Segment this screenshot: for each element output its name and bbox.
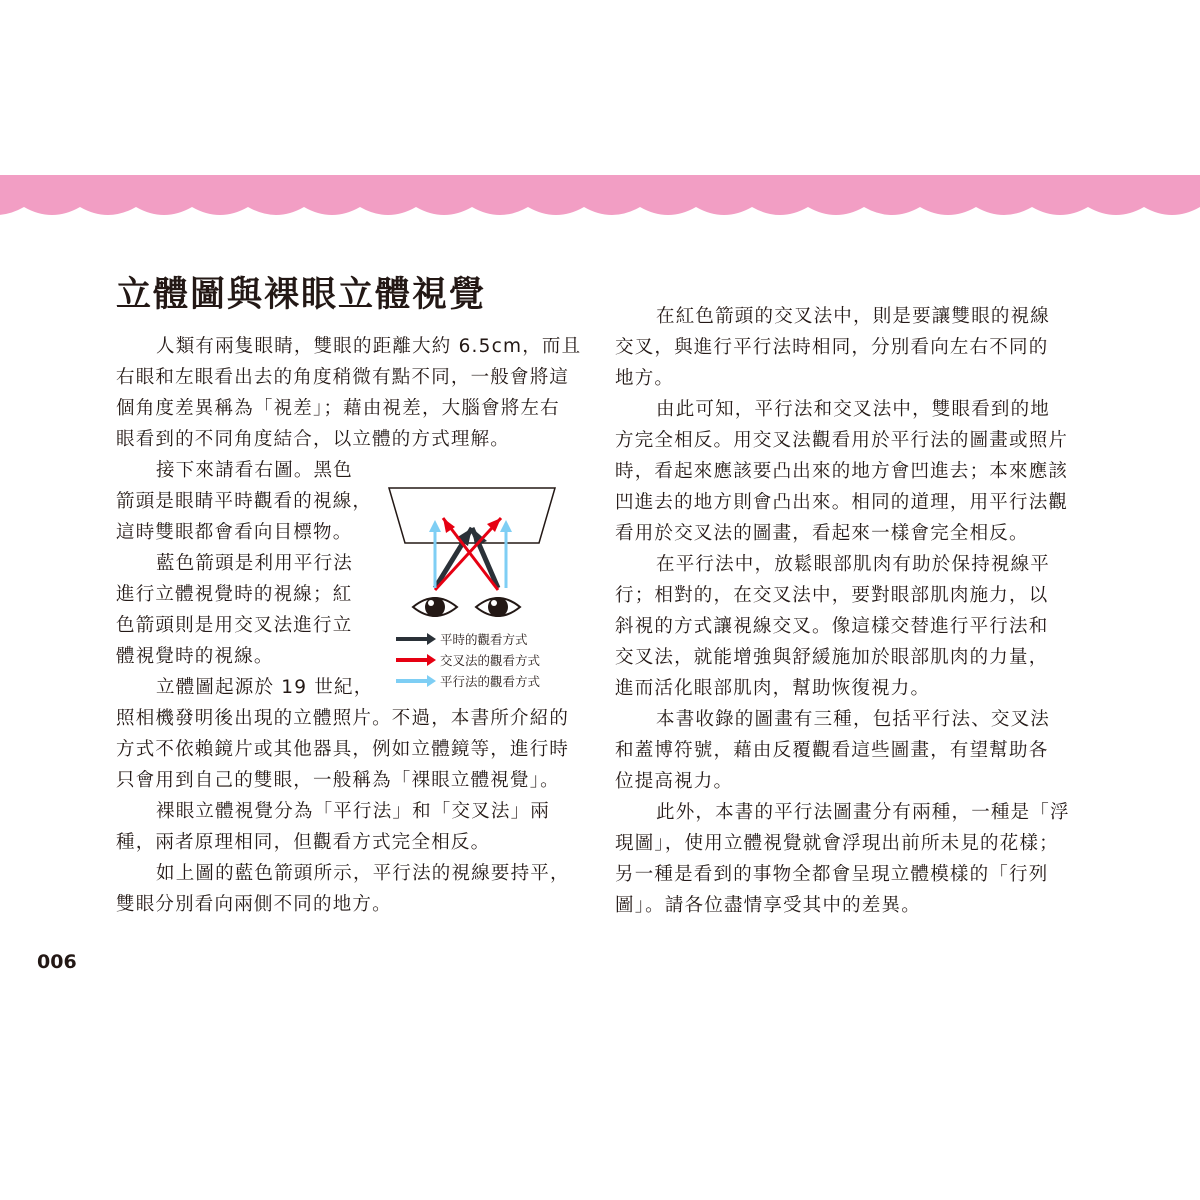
- right-line: 本書收錄的圖畫有三種，包括平行法、交叉法: [656, 709, 1051, 730]
- right-line: 現圖」，使用立體視覺就會浮現出前所未見的花樣；: [615, 833, 1059, 854]
- legend-label-cross: 交叉法的觀看方式: [440, 653, 541, 668]
- right-line: 行；相對的，在交叉法中，要對眼部肌肉施力，以: [615, 585, 1049, 606]
- target-screen: [389, 488, 555, 543]
- left-line: 體視覺時的視線。: [116, 646, 274, 667]
- left-line: 照相機發明後出現的立體照片。不過，本書所介紹的: [116, 708, 570, 729]
- viewing-method-diagram: [388, 480, 568, 695]
- right-line: 斜視的方式讓視線交叉。像這樣交替進行平行法和: [615, 616, 1049, 637]
- legend-red-arrow-icon: [396, 654, 436, 666]
- right-line: 看用於交叉法的圖畫，看起來一樣會完全相反。: [615, 523, 1029, 544]
- left-line: 如上圖的藍色箭頭所示，平行法的視線要持平，: [156, 863, 570, 884]
- left-line: 藍色箭頭是利用平行法: [156, 553, 354, 574]
- left-line: 雙眼分別看向兩側不同的地方。: [116, 894, 392, 915]
- right-line: 位提高視力。: [615, 771, 734, 792]
- right-eye-icon: [476, 597, 520, 617]
- legend-blue-arrow-icon: [396, 675, 436, 687]
- pink-wave-band: [0, 175, 1200, 220]
- left-line: 進行立體視覺時的視線；紅: [116, 584, 353, 605]
- legend: [396, 632, 540, 689]
- right-line: 和蓋博符號，藉由反覆觀看這些圖畫，有望幫助各: [615, 740, 1049, 761]
- left-line: 這時雙眼都會看向目標物。: [116, 522, 353, 543]
- left-line: 人類有兩隻眼睛，雙眼的距離大約 6.5cm，而且: [156, 336, 582, 357]
- right-line: 另一種是看到的事物全都會呈現立體模樣的「行列: [615, 864, 1049, 885]
- right-line: 時，看起來應該要凸出來的地方會凹進去；本來應該: [615, 461, 1069, 482]
- left-line: 右眼和左眼看出去的角度稍微有點不同，一般會將這: [116, 367, 570, 388]
- right-line: 圖」。請各位盡情享受其中的差異。: [615, 895, 921, 916]
- left-line: 立體圖起源於 19 世紀，: [156, 677, 374, 698]
- left-eye-icon: [413, 597, 457, 617]
- page-number: 006: [37, 951, 77, 973]
- right-line: 方完全相反。用交叉法觀看用於平行法的圖畫或照片: [615, 430, 1069, 451]
- left-line: 接下來請看右圖。黑色: [156, 460, 354, 481]
- right-line: 交叉，與進行平行法時相同，分別看向左右不同的: [615, 337, 1049, 358]
- legend-label-parallel: 平行法的觀看方式: [440, 674, 541, 689]
- right-line: 進而活化眼部肌肉，幫助恢復視力。: [615, 678, 931, 699]
- left-line: 種，兩者原理相同，但觀看方式完全相反。: [116, 832, 491, 853]
- left-line: 眼看到的不同角度結合，以立體的方式理解。: [116, 429, 511, 450]
- left-line: 箭頭是眼睛平時觀看的視線，: [116, 491, 373, 512]
- right-line: 凹進去的地方則會凸出來。相同的道理，用平行法觀: [615, 492, 1069, 513]
- right-line: 此外，本書的平行法圖畫分有兩種，一種是「浮: [656, 802, 1070, 823]
- right-line: 地方。: [615, 368, 675, 389]
- left-line: 個角度差異稱為「視差」；藉由視差，大腦會將左右: [116, 398, 560, 419]
- left-line: 方式不依賴鏡片或其他器具，例如立體鏡等，進行時: [116, 739, 570, 760]
- legend-black-arrow-icon: [396, 633, 436, 645]
- right-line: 交叉法，就能增強與舒緩施加於眼部肌肉的力量，: [615, 647, 1049, 668]
- left-line: 裸眼立體視覺分為「平行法」和「交叉法」兩: [156, 801, 551, 822]
- right-line: 由此可知，平行法和交叉法中，雙眼看到的地: [656, 399, 1051, 420]
- left-line: 只會用到自己的雙眼，一般稱為「裸眼立體視覺」。: [116, 770, 560, 791]
- right-line: 在紅色箭頭的交叉法中，則是要讓雙眼的視線: [656, 306, 1051, 327]
- right-line: 在平行法中，放鬆眼部肌肉有助於保持視線平: [656, 554, 1051, 575]
- left-line: 色箭頭則是用交叉法進行立: [116, 615, 353, 636]
- legend-label-normal: 平時的觀看方式: [440, 632, 528, 647]
- wave-band-shape: [0, 175, 1200, 215]
- page-title: 立體圖與裸眼立體視覺: [116, 275, 487, 315]
